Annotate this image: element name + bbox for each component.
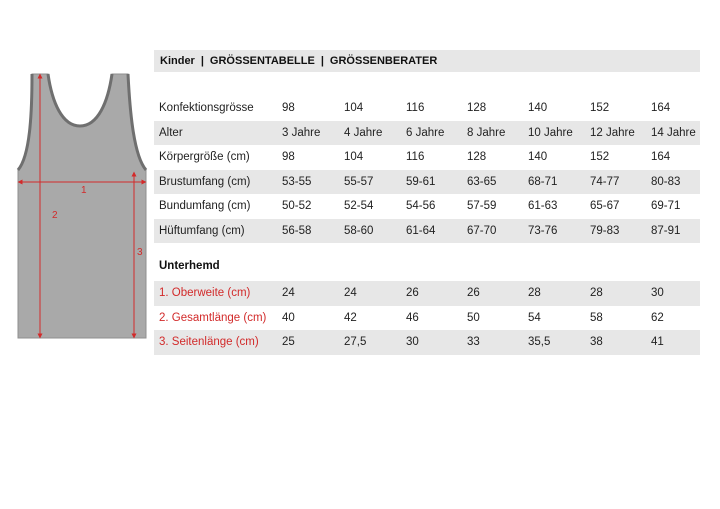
unterhemd-title-text: Unterhemd xyxy=(159,260,220,272)
header-groessentabelle: GRÖSSENTABELLE xyxy=(209,55,315,67)
table-cell: 53-55 xyxy=(282,175,312,188)
row-label: Bundumfang (cm) xyxy=(159,200,251,212)
table-row xyxy=(154,219,700,244)
table-cell: 8 Jahre xyxy=(467,126,506,139)
row-label: Hüftumfang (cm) xyxy=(159,224,245,237)
table-cell: 27,5 xyxy=(344,336,367,348)
table-cell: 80-83 xyxy=(651,175,681,188)
table-cell: 140 xyxy=(528,102,548,114)
unterhemd-rows xyxy=(154,281,700,355)
table-cell: 63-65 xyxy=(467,175,497,188)
header-separator: | xyxy=(200,55,204,67)
unterhemd-title xyxy=(154,254,700,278)
table-cell: 58-60 xyxy=(344,224,374,237)
table-row xyxy=(154,170,700,195)
kinder-rows xyxy=(154,96,700,243)
table-cell: 104 xyxy=(344,151,364,163)
table-row xyxy=(154,281,700,306)
table-cell: 3 Jahre xyxy=(282,126,321,139)
row-label: Brustumfang (cm) xyxy=(159,175,251,188)
table-cell: 104 xyxy=(344,102,364,114)
table-cell: 116 xyxy=(406,151,425,163)
table-cell: 10 Jahre xyxy=(528,126,573,139)
table-cell: 87-91 xyxy=(651,224,681,237)
table-cell: 59-61 xyxy=(406,175,436,188)
table-cell: 128 xyxy=(467,102,487,114)
table-cell: 4 Jahre xyxy=(344,126,383,139)
table-cell: 61-63 xyxy=(528,200,558,212)
table-cell: 26 xyxy=(406,287,419,299)
table-cell: 30 xyxy=(651,287,664,299)
table-cell: 140 xyxy=(528,151,548,163)
table-cell: 56-58 xyxy=(282,224,312,237)
row-label: 3. Seitenlänge (cm) xyxy=(159,336,259,348)
table-cell: 61-64 xyxy=(406,224,436,237)
row-label: Alter xyxy=(159,126,183,139)
table-cell: 98 xyxy=(282,151,295,163)
table-cell: 65-67 xyxy=(590,200,620,212)
table-cell: 46 xyxy=(406,311,419,324)
table-cell: 12 Jahre xyxy=(590,126,635,139)
row-label: Konfektionsgrösse xyxy=(159,102,254,114)
table-cell: 152 xyxy=(590,151,610,163)
size-table xyxy=(154,50,700,355)
table-cell: 35,5 xyxy=(528,336,551,348)
table-cell: 67-70 xyxy=(467,224,497,237)
table-cell: 73-76 xyxy=(528,224,558,237)
table-cell: 26 xyxy=(467,287,480,299)
table-cell: 128 xyxy=(467,151,487,163)
table-cell: 50 xyxy=(467,311,480,324)
table-cell: 58 xyxy=(590,311,603,324)
marker-1-label: 1 xyxy=(81,185,87,196)
table-cell: 69-71 xyxy=(651,200,681,212)
table-cell: 62 xyxy=(651,311,664,324)
table-cell: 42 xyxy=(344,311,357,324)
table-cell: 68-71 xyxy=(528,175,558,188)
table-cell: 52-54 xyxy=(344,200,374,212)
header-kinder: Kinder xyxy=(160,55,195,67)
table-cell: 38 xyxy=(590,336,603,348)
table-cell: 28 xyxy=(528,287,541,299)
table-cell: 57-59 xyxy=(467,200,497,212)
table-cell: 54-56 xyxy=(406,200,436,212)
table-cell: 41 xyxy=(651,336,664,348)
table-cell: 74-77 xyxy=(590,175,620,188)
table-header xyxy=(154,50,700,72)
row-label: Körpergröße (cm) xyxy=(159,151,250,163)
table-cell: 28 xyxy=(590,287,603,299)
table-row xyxy=(154,121,700,146)
table-cell: 6 Jahre xyxy=(406,126,445,139)
table-cell: 116 xyxy=(406,102,425,114)
table-cell: 14 Jahre xyxy=(651,126,696,139)
header-groessenberater: GRÖSSENBERATER xyxy=(329,55,438,67)
row-label: 2. Gesamtlänge (cm) xyxy=(159,311,267,324)
table-cell: 40 xyxy=(282,311,295,324)
table-cell: 152 xyxy=(590,102,610,114)
table-cell: 30 xyxy=(406,336,419,348)
marker-2-label: 2 xyxy=(52,210,58,221)
table-row xyxy=(154,194,700,219)
table-cell: 25 xyxy=(282,336,295,348)
table-cell: 164 xyxy=(651,151,671,163)
header-separator: | xyxy=(320,55,324,67)
table-cell: 98 xyxy=(282,102,295,114)
table-row xyxy=(154,145,700,170)
table-row xyxy=(154,330,700,355)
table-cell: 33 xyxy=(467,336,480,348)
table-cell: 55-57 xyxy=(344,175,374,188)
marker-3-label: 3 xyxy=(137,247,143,258)
table-cell: 24 xyxy=(344,287,357,299)
table-row xyxy=(154,306,700,331)
tank-top-shape xyxy=(18,74,146,338)
table-row xyxy=(154,96,700,121)
tank-top-illustration xyxy=(10,66,150,346)
table-cell: 164 xyxy=(651,102,671,114)
table-cell: 24 xyxy=(282,287,295,299)
row-label: 1. Oberweite (cm) xyxy=(159,287,251,299)
table-cell: 79-83 xyxy=(590,224,620,237)
table-cell: 50-52 xyxy=(282,200,312,212)
table-cell: 54 xyxy=(528,311,541,324)
